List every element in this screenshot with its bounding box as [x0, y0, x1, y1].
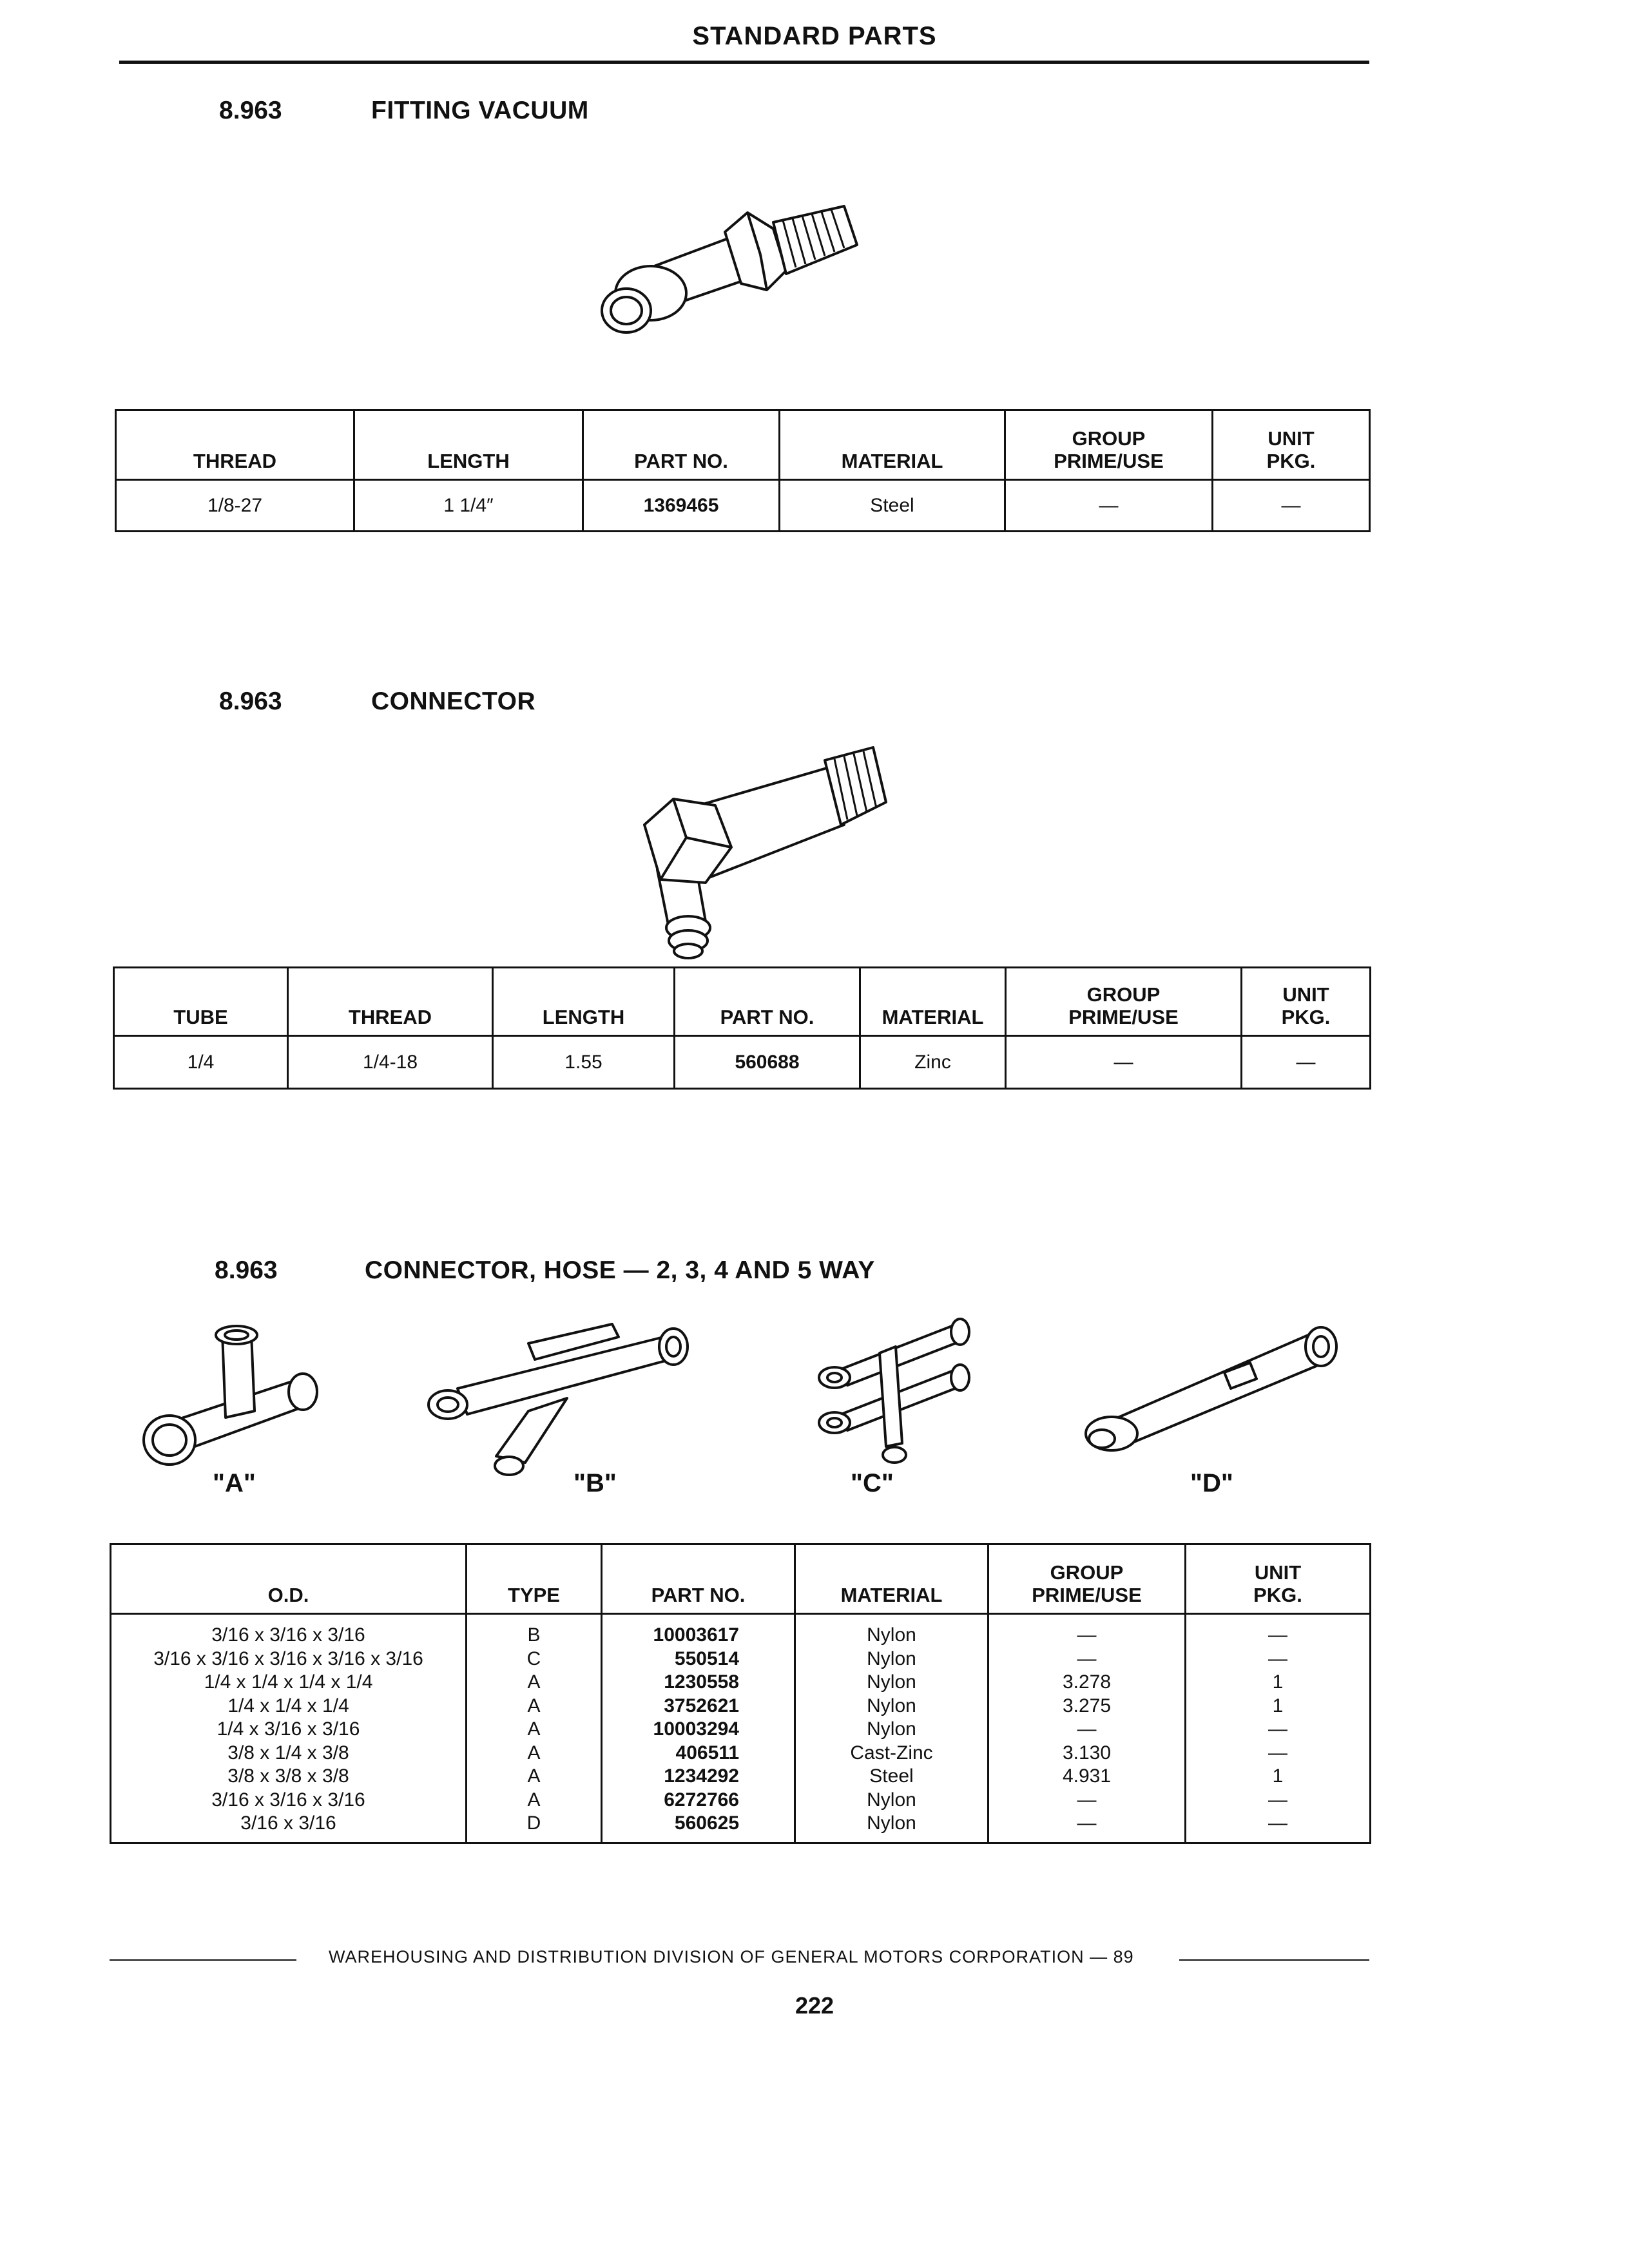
- figure-label-b: "B": [574, 1469, 617, 1497]
- row-3-type: A: [527, 1671, 541, 1693]
- group-prime-use-column: [988, 1614, 1186, 1843]
- row-3-material: Nylon: [867, 1671, 916, 1693]
- row-9-od: 3/16 x 3/16: [240, 1812, 336, 1834]
- row-6-part-no: 406511: [675, 1742, 739, 1763]
- col-header-length: LENGTH: [354, 410, 583, 480]
- vacuum-fitting-drawing: [580, 193, 870, 341]
- cell-unit-pkg: —: [1242, 1036, 1371, 1089]
- row-2-part-no: 550514: [674, 1648, 739, 1669]
- page-number: 222: [795, 1992, 834, 2019]
- row-1-unit-pkg: —: [1268, 1624, 1287, 1646]
- row-9-material: Nylon: [867, 1812, 916, 1834]
- unit-pkg-column: [1186, 1614, 1371, 1843]
- row-7-od: 3/8 x 3/8 x 3/8: [227, 1765, 349, 1787]
- row-7-type: A: [527, 1765, 541, 1787]
- row-7-material: Steel: [869, 1765, 914, 1787]
- type-column: [467, 1614, 602, 1843]
- cell-material: Zinc: [860, 1036, 1006, 1089]
- footer-rule-right: [1179, 1959, 1369, 1961]
- row-5-od: 1/4 x 3/16 x 3/16: [217, 1718, 360, 1740]
- row-2-unit-pkg: —: [1268, 1648, 1287, 1669]
- hose-connector-a-drawing: [139, 1321, 332, 1469]
- row-5-type: A: [527, 1718, 541, 1740]
- row-8-group-prime-use: —: [1077, 1789, 1097, 1811]
- cell-part-no: 1369465: [583, 480, 780, 532]
- section-2-number: 8.963: [219, 687, 282, 715]
- row-3-part-no: 1230558: [664, 1671, 739, 1693]
- cell-material: Steel: [780, 480, 1005, 532]
- row-4-material: Nylon: [867, 1695, 916, 1716]
- row-1-part-no: 10003617: [653, 1624, 739, 1646]
- row-4-type: A: [527, 1695, 541, 1716]
- row-6-unit-pkg: —: [1268, 1742, 1287, 1763]
- row-1-material: Nylon: [867, 1624, 916, 1646]
- elbow-connector-drawing: [619, 741, 889, 960]
- cell-thread: 1/4-18: [288, 1036, 493, 1089]
- hose-connector-c-drawing: [809, 1308, 989, 1475]
- cell-thread: 1/8-27: [116, 480, 354, 532]
- cell-part-no: 560688: [675, 1036, 860, 1089]
- fitting-vacuum-table: [115, 409, 1371, 532]
- col-header-od: O.D.: [111, 1544, 467, 1614]
- footer-text: WAREHOUSING AND DISTRIBUTION DIVISION OF GENERAL MOTORS CORPORATION — 89: [329, 1947, 1134, 1966]
- figure-label-c: "C": [851, 1469, 894, 1497]
- row-3-od: 1/4 x 1/4 x 1/4 x 1/4: [204, 1671, 373, 1693]
- material-column: [795, 1614, 988, 1843]
- page-header-title: STANDARD PARTS: [692, 22, 937, 50]
- row-2-material: Nylon: [867, 1648, 916, 1669]
- row-5-part-no: 10003294: [653, 1718, 739, 1740]
- col-header-material: MATERIAL: [780, 410, 1005, 480]
- row-7-unit-pkg: 1: [1272, 1765, 1284, 1787]
- col-header-part-no: PART NO.: [583, 410, 780, 480]
- hose-connector-d-drawing: [1073, 1308, 1344, 1456]
- table-row: [116, 480, 1370, 532]
- col-header-part-no: PART NO.: [675, 968, 860, 1036]
- row-8-material: Nylon: [867, 1789, 916, 1811]
- row-4-od: 1/4 x 1/4 x 1/4: [227, 1695, 349, 1716]
- figure-label-a: "A": [213, 1469, 256, 1497]
- connector-table: [113, 966, 1371, 1090]
- row-4-group-prime-use: 3.275: [1062, 1695, 1112, 1716]
- section-2-title: CONNECTOR: [371, 687, 536, 715]
- row-6-group-prime-use: 3.130: [1062, 1742, 1112, 1763]
- section-3-number: 8.963: [215, 1256, 278, 1284]
- col-header-unit-pkg: UNIT PKG.: [1242, 968, 1371, 1036]
- col-header-group-prime-use: GROUP PRIME/USE: [1006, 968, 1242, 1036]
- row-4-part-no: 3752621: [664, 1695, 739, 1716]
- cell-group-prime-use: —: [1006, 1036, 1242, 1089]
- col-header-thread: THREAD: [116, 410, 354, 480]
- table-row: [114, 1036, 1371, 1089]
- row-5-material: Nylon: [867, 1718, 916, 1740]
- cell-length: 1 1/4″: [354, 480, 583, 532]
- col-header-group-prime-use: GROUP PRIME/USE: [988, 1544, 1186, 1614]
- row-8-part-no: 6272766: [664, 1789, 739, 1811]
- col-header-tube: TUBE: [114, 968, 288, 1036]
- row-9-group-prime-use: —: [1077, 1812, 1097, 1834]
- section-1-title: FITTING VACUUM: [371, 97, 589, 124]
- row-6-type: A: [527, 1742, 541, 1763]
- header-rule: [119, 61, 1369, 64]
- row-3-unit-pkg: 1: [1272, 1671, 1284, 1693]
- col-header-unit-pkg: UNIT PKG.: [1213, 410, 1370, 480]
- part-no-column: [602, 1614, 795, 1843]
- row-4-unit-pkg: 1: [1272, 1695, 1284, 1716]
- col-header-group-prime-use: GROUP PRIME/USE: [1005, 410, 1213, 480]
- hose-connector-table: [110, 1543, 1371, 1844]
- row-1-group-prime-use: —: [1077, 1624, 1097, 1646]
- row-8-od: 3/16 x 3/16 x 3/16: [211, 1789, 365, 1811]
- od-column: [111, 1614, 467, 1843]
- col-header-type: TYPE: [467, 1544, 602, 1614]
- figure-label-d: "D": [1190, 1469, 1233, 1497]
- col-header-length: LENGTH: [493, 968, 675, 1036]
- row-5-unit-pkg: —: [1268, 1718, 1287, 1740]
- cell-group-prime-use: —: [1005, 480, 1213, 532]
- cell-length: 1.55: [493, 1036, 675, 1089]
- hose-connector-b-drawing: [419, 1308, 702, 1482]
- col-header-thread: THREAD: [288, 968, 493, 1036]
- row-9-part-no: 560625: [674, 1812, 739, 1834]
- table-body-row: [111, 1614, 1371, 1843]
- row-7-group-prime-use: 4.931: [1062, 1765, 1112, 1787]
- row-2-group-prime-use: —: [1077, 1648, 1097, 1669]
- col-header-part-no: PART NO.: [602, 1544, 795, 1614]
- col-header-material: MATERIAL: [860, 968, 1006, 1036]
- row-8-type: A: [527, 1789, 541, 1811]
- col-header-material: MATERIAL: [795, 1544, 988, 1614]
- cell-unit-pkg: —: [1213, 480, 1370, 532]
- row-6-material: Cast-Zinc: [850, 1742, 933, 1763]
- row-2-type: C: [526, 1648, 541, 1669]
- row-8-unit-pkg: —: [1268, 1789, 1287, 1811]
- section-1-number: 8.963: [219, 97, 282, 124]
- row-9-unit-pkg: —: [1268, 1812, 1287, 1834]
- row-3-group-prime-use: 3.278: [1062, 1671, 1112, 1693]
- row-9-type: D: [526, 1812, 541, 1834]
- row-5-group-prime-use: —: [1077, 1718, 1097, 1740]
- row-6-od: 3/8 x 1/4 x 3/8: [227, 1742, 349, 1763]
- col-header-unit-pkg: UNIT PKG.: [1186, 1544, 1371, 1614]
- row-1-od: 3/16 x 3/16 x 3/16: [211, 1624, 365, 1646]
- row-2-od: 3/16 x 3/16 x 3/16 x 3/16 x 3/16: [153, 1648, 423, 1669]
- cell-tube: 1/4: [114, 1036, 288, 1089]
- row-7-part-no: 1234292: [664, 1765, 739, 1787]
- section-3-title: CONNECTOR, HOSE — 2, 3, 4 AND 5 WAY: [365, 1256, 875, 1284]
- footer-rule-left: [110, 1959, 296, 1961]
- row-1-type: B: [527, 1624, 541, 1646]
